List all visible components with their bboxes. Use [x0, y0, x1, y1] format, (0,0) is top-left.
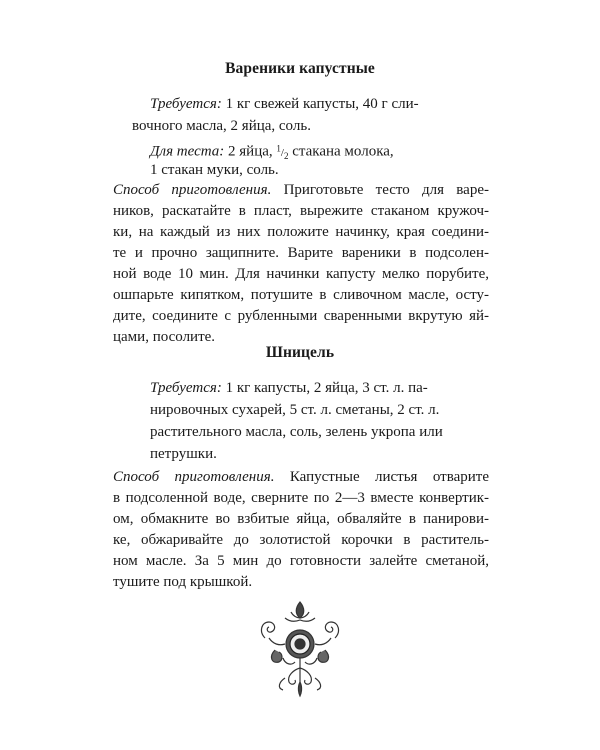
fraction-one-half [276, 143, 289, 161]
ingredients-text: 1 кг капусты, 2 яйца, 3 ст. л. па- [221, 380, 428, 396]
method-line: цами, посолите. [113, 329, 216, 345]
method-label: Способ приготовления. [113, 469, 275, 485]
required-label: Требуется: [150, 380, 222, 396]
method-line [113, 467, 489, 487]
dough-text: 2 яйца, [224, 143, 277, 160]
method-line: те и прочно защипните. Варите вареники в подсолен- [113, 245, 489, 261]
ingredients-text: 1 кг свежей капусты, 40 г сли- [221, 96, 419, 112]
ingredients-line: растительного масла, соль, зелень укропа или [150, 424, 443, 440]
floral-crest-ornament-icon [255, 598, 345, 698]
method-line: ки, на каждый из них положите начинку, края соедини- [113, 224, 489, 240]
ingredients-line [150, 94, 419, 114]
method-line [113, 180, 489, 200]
fraction-slash: / [280, 146, 284, 159]
method-label: Способ приготовления. [113, 182, 272, 198]
method-line: дите, соедините с рубленными сваренными вкрутую яй- [113, 308, 489, 324]
method-line: ников, раскатайте в пласт, вырежите стаканом кружоч- [113, 203, 489, 219]
method-text: Приготовьте тесто для варе- [271, 182, 489, 198]
ingredients-line: нировочных сухарей, 5 ст. л. сметаны, 2 ст. л. [150, 402, 440, 418]
method-line: ом, обмакните во взбитые яйца, обваляйте в панирови- [113, 511, 489, 527]
recipe-title-schnitzel: Шницель [265, 344, 335, 361]
ingredients-line [150, 378, 428, 398]
dough-text: стакана молока, [288, 143, 394, 160]
method-line: ке, обжаривайте до золотистой корочки в раститель- [113, 532, 489, 548]
method-line: в подсоленной воде, сверните по 2—3 вместе конвертик- [113, 490, 489, 506]
fraction-numerator: 1 [276, 143, 281, 153]
method-line: тушите под крышкой. [113, 574, 253, 590]
dough-label: Для теста: [150, 143, 225, 160]
ingredients-line: петрушки. [150, 446, 217, 462]
dough-line: 1 стакан муки, соль. [150, 162, 279, 178]
method-text: Капустные листья отварите [274, 469, 489, 485]
ingredients-line: вочного масла, 2 яйца, соль. [132, 118, 311, 134]
method-line: ной воде 10 мин. Для начинки капусту мелко порубите, [113, 266, 489, 282]
method-line: ошпарьте кипятком, потушите в сливочном масле, осту- [113, 287, 489, 303]
fraction-denominator: 2 [283, 150, 289, 161]
method-line: ном масле. За 5 мин до готовности залейте сметаной, [113, 553, 489, 569]
recipe-title-vareniki: Вареники капустные [225, 60, 375, 77]
required-label: Требуется: [150, 96, 222, 112]
